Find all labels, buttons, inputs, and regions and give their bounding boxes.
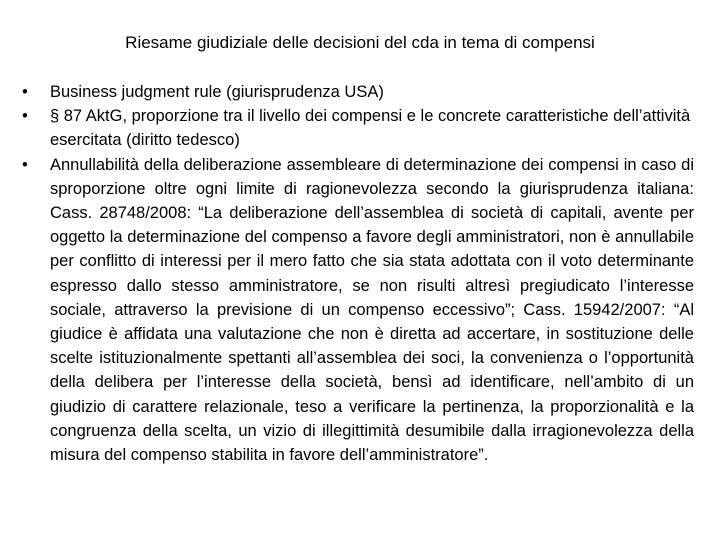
bullet-icon: • xyxy=(22,155,28,174)
bullet-list xyxy=(22,80,694,467)
bullet-icon: • xyxy=(22,107,28,126)
bullet-text: Annullabilità della deliberazione assembleare di determinazione dei compensi in caso di sproporzione oltre ogni limite di ragionevolezza secondo la giurisprudenza italiana: Cass. 28748/2008: “La deliberazione dell’assemblea di società di capitali, avente per oggetto la determinazione del compenso a favore degli amministratori, non è annullabile per conflitto di interessi per il mero fatto che sia stata adottata con il voto determinante espresso dallo stesso amministratore, se non risulti altresì pregiudicato l’interesse sociale, attraverso la previsione di un compenso eccessivo”; Cass. 15942/2007: “Al giudice è affidata una valutazione che non è diretta ad accertare, in sostituzione delle scelte istituzionalmente spettanti all’assemblea dei soci, la convenienza o l’opportunità della delibera per l’interesse della società, bensì ad identificare, nell’ambito di un giudizio di carattere relazionale, teso a verificare la pertinenza, la proporzionalità e la congruenza della scelta, un vizio di illegittimità desumibile dalla irragionevolezza della misura del compenso stabilita in favore dell’amministratore”. xyxy=(50,155,694,465)
bullet-item-aktg xyxy=(22,104,694,152)
bullet-item-annullabilita xyxy=(22,153,694,468)
bullet-text: Business judgment rule (giurisprudenza USA) xyxy=(50,83,384,101)
bullet-item-business-judgment xyxy=(22,80,694,104)
bullet-text: § 87 AktG, proporzione tra il livello dei compensi e le concrete caratteristiche dell’attività esercitata (diritto tedesco) xyxy=(50,107,691,150)
slide-title: Riesame giudiziale delle decisioni del cda in tema di compensi xyxy=(125,33,595,52)
bullet-icon: • xyxy=(22,83,28,101)
